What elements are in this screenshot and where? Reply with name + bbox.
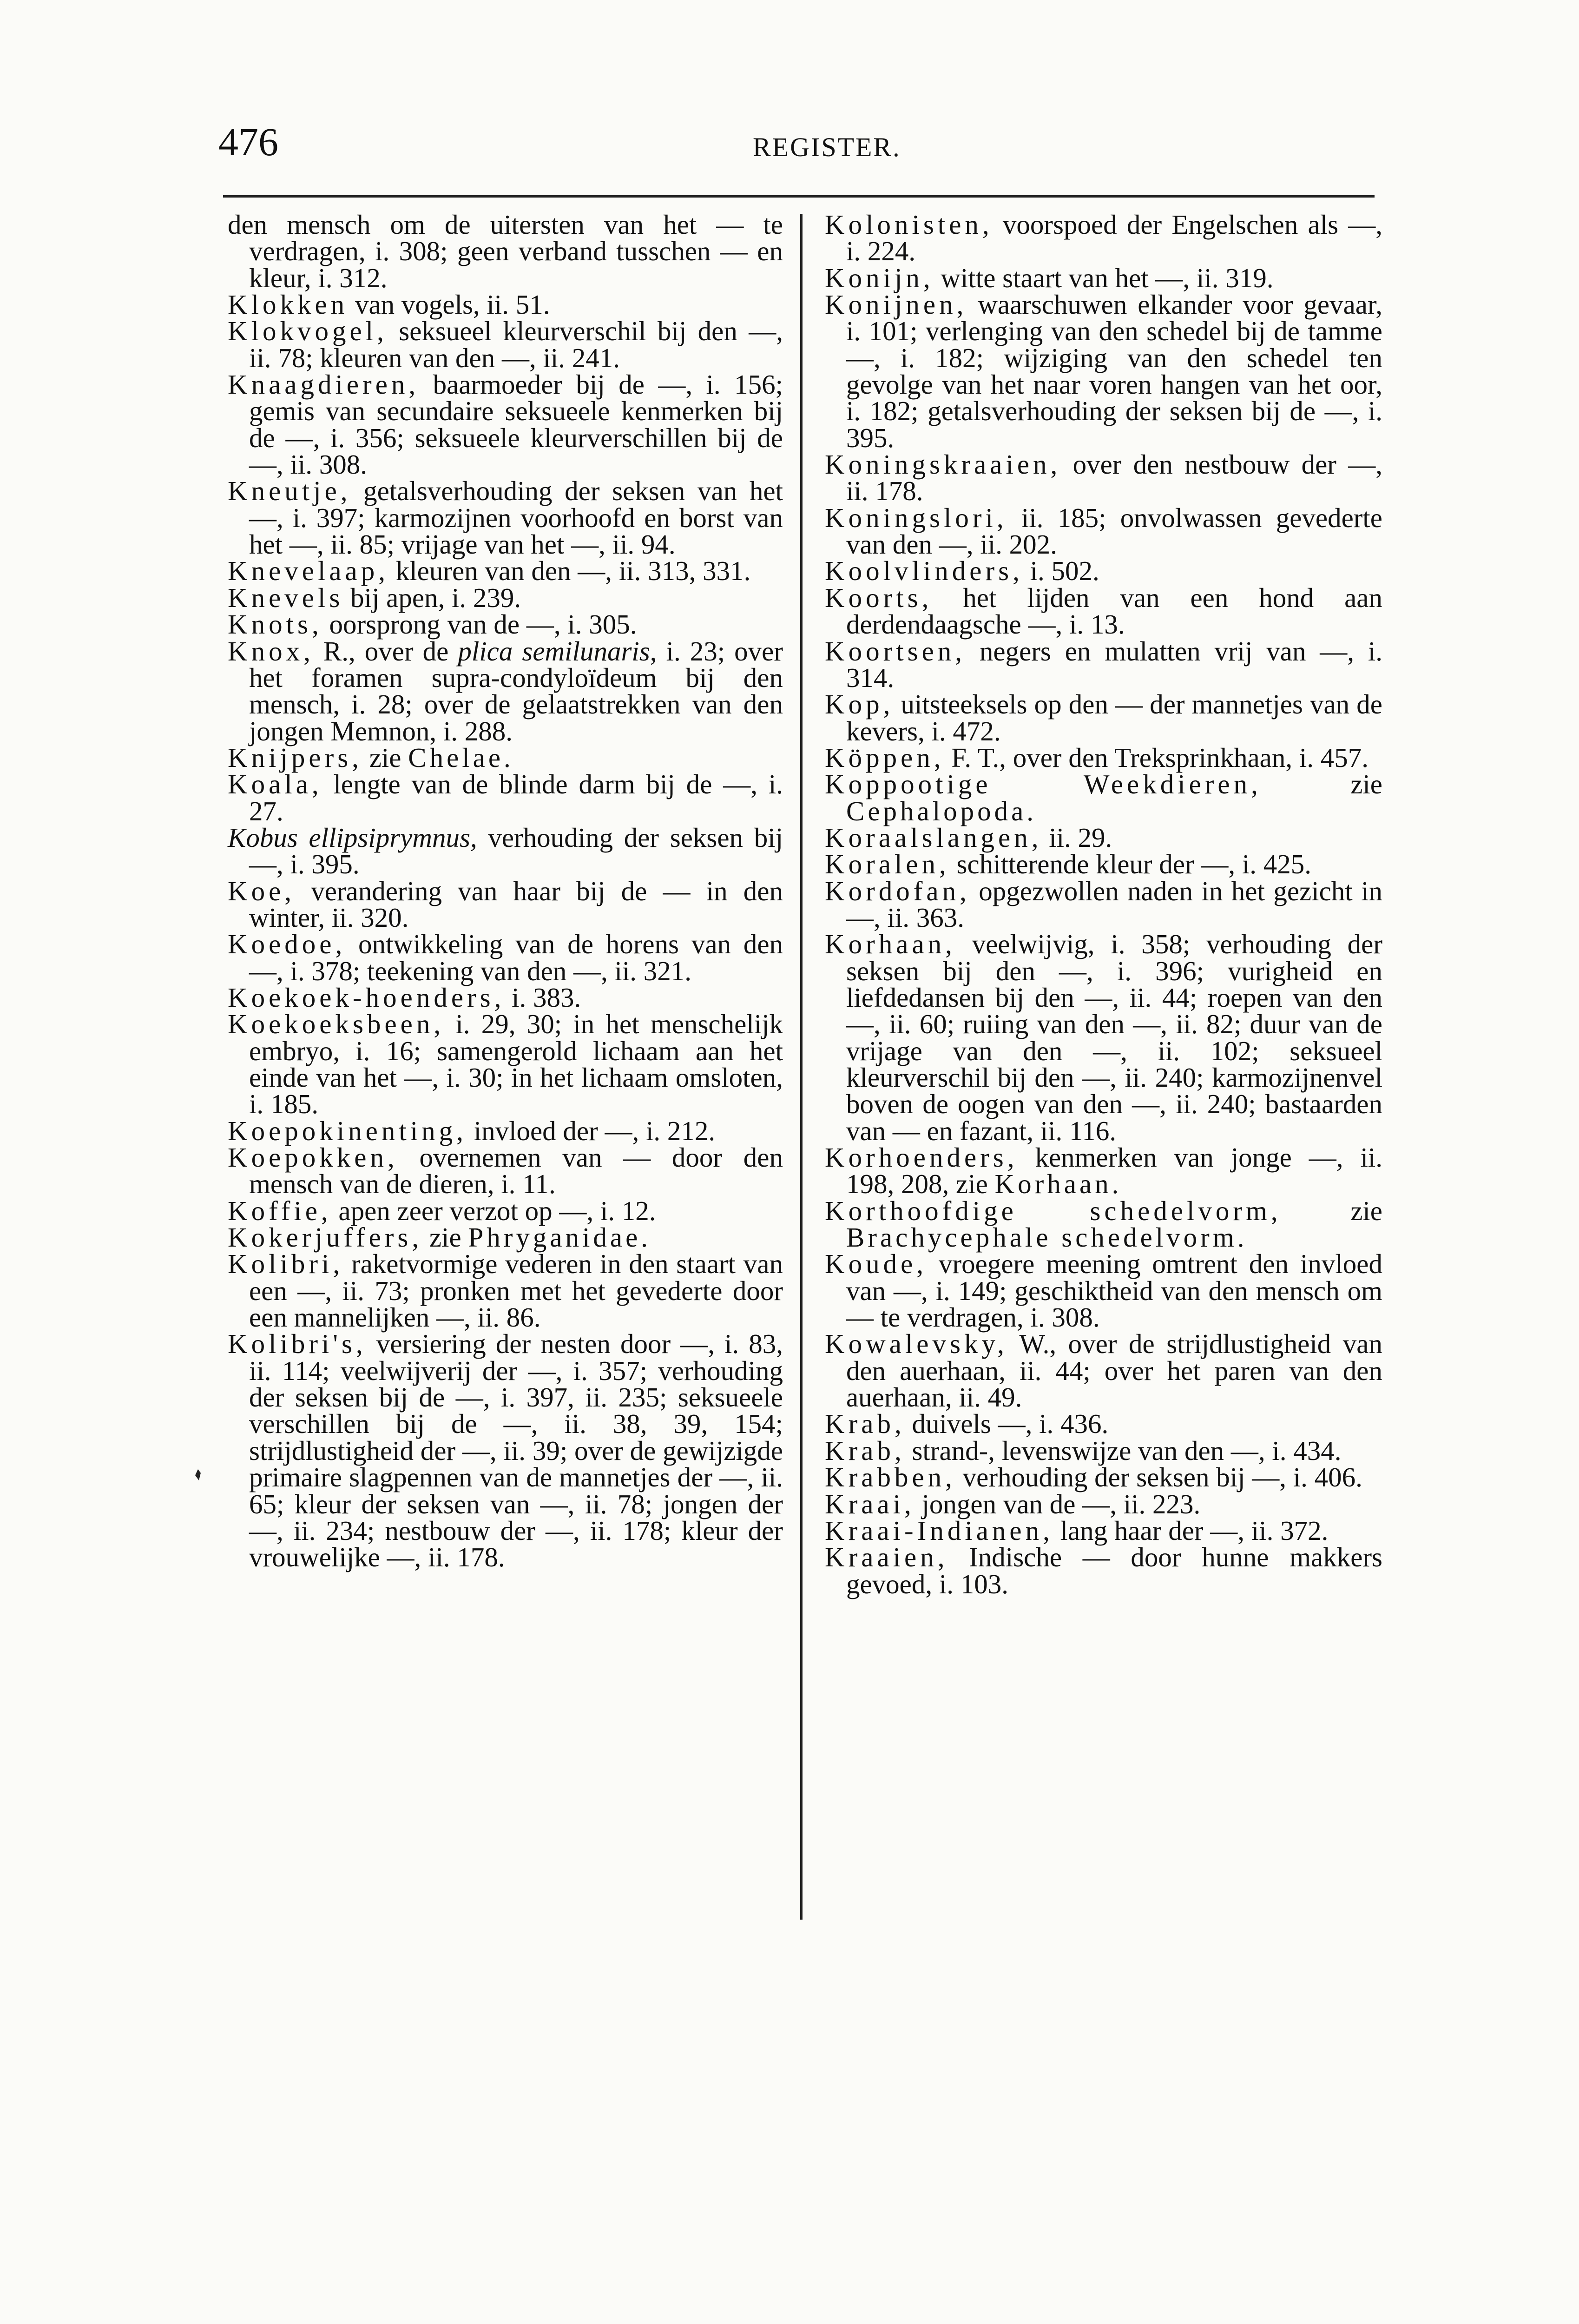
entry-text: bij apen, i. 239. <box>343 582 521 613</box>
entry-text: jongen van de —, ii. 223. <box>915 1488 1201 1519</box>
entry-heading: Kop, <box>825 689 894 720</box>
entry-heading: Krab, <box>825 1435 905 1466</box>
index-entry <box>825 555 1382 587</box>
entry-cross-reference: Brachycephale schedelvorm. <box>846 1222 1248 1253</box>
entry-text: vroegere meening omtrent den invloed van —, i. 149; geschiktheid van den mensch om — te verdragen, i. 308. <box>846 1248 1382 1333</box>
column-divider <box>800 214 803 1920</box>
entry-heading: Koralen, <box>825 849 950 880</box>
entry-text: zie <box>1261 769 1382 800</box>
index-entry <box>825 262 1382 293</box>
index-entry <box>825 1544 1382 1598</box>
entry-heading: Knevels <box>228 582 344 613</box>
entry-text: ii. 29. <box>1042 822 1112 853</box>
entry-cross-reference: Cephalopoda. <box>846 795 1037 826</box>
index-entry <box>825 771 1382 825</box>
entry-heading: Krabben, <box>825 1462 956 1493</box>
entry-heading: Knox, <box>228 635 314 667</box>
index-entry <box>228 1144 783 1198</box>
entry-text: duivels —, i. 436. <box>905 1408 1109 1439</box>
entry-text: ii. 185; onvolwassen gevederte van den —, ii. 202. <box>846 502 1382 560</box>
entry-text: verandering van haar bij de — in den winter, ii. 320. <box>249 875 783 933</box>
entry-heading: Koorts, <box>825 582 933 613</box>
index-entry <box>825 1464 1382 1491</box>
page-number: 476 <box>218 119 278 164</box>
index-entry <box>228 1115 783 1146</box>
entry-heading: Kolibri, <box>228 1248 344 1280</box>
index-entry <box>825 931 1382 1144</box>
entry-heading: Kraai, <box>825 1488 915 1519</box>
index-entry <box>228 1224 783 1251</box>
entry-heading: Koe, <box>228 875 296 906</box>
entry-heading: Koortsen, <box>825 635 966 667</box>
entry-heading: Kobus ellipsiprymnus, <box>228 822 477 853</box>
entry-text: overnemen van — door den mensch van de dieren, i. 11. <box>249 1142 783 1200</box>
entry-text: F. T., over den Treksprinkhaan, i. 457. <box>944 742 1369 773</box>
index-entry <box>825 582 1382 640</box>
entry-text: over den nestbouw der —, ii. 178. <box>846 449 1382 507</box>
index-entry <box>228 984 783 1011</box>
entry-heading: Korhoenders, <box>825 1142 1018 1173</box>
index-entry <box>228 635 783 746</box>
entry-text: kenmerken van jonge —, ii. 198, 208, zie <box>846 1142 1382 1200</box>
index-entry <box>228 742 783 773</box>
index-entry <box>228 555 783 587</box>
entry-cross-reference: Chelae. <box>408 742 514 773</box>
entry-text: het lijden van een hond aan derdendaagsche —, i. 13. <box>846 582 1382 640</box>
running-head: REGISTER. <box>753 132 901 162</box>
right-index-column <box>825 211 1382 1598</box>
entry-continuation: den mensch om de uitersten van het — te verdragen, i. 308; geen verband tusschen — en kleur, i. 312. <box>228 209 783 293</box>
entry-text: strand-, levenswijze van den —, i. 434. <box>905 1435 1342 1466</box>
entry-heading: Kowalevsky, <box>825 1328 1008 1360</box>
entry-heading: Köppen, <box>825 742 945 773</box>
entry-heading: Konijnen, <box>825 289 967 320</box>
index-entry <box>228 771 783 825</box>
entry-text: lengte van de blinde darm bij de —, i. 27. <box>249 769 783 826</box>
entry-heading: Kneutje, <box>228 475 351 507</box>
entry-text: seksueel kleurverschil bij den —, ii. 78; kleuren van den —, ii. 241. <box>249 316 783 373</box>
entry-text: apen zeer verzot op —, i. 12. <box>331 1195 656 1226</box>
entry-heading: Koppootige Weekdieren, <box>825 769 1262 800</box>
entry-cross-reference: Phryganidae. <box>468 1222 651 1253</box>
entry-text: van vogels, ii. 51. <box>348 289 550 320</box>
index-entry <box>228 1248 783 1333</box>
entry-heading: Kolonisten, <box>825 209 993 240</box>
index-entry <box>825 742 1382 773</box>
index-entry <box>825 1435 1382 1466</box>
index-entry <box>228 291 783 318</box>
entry-text: negers en mulatten vrij van —, i. 314. <box>846 635 1382 693</box>
entry-heading: Knots, <box>228 609 322 640</box>
entry-text: invloed der —, i. 212. <box>467 1115 716 1146</box>
entry-text: W., over de strijdlustigheid van den auerhaan, ii. 44; over het paren van den auerhaan, ii. 49. <box>846 1328 1382 1413</box>
entry-text: R., over de <box>314 635 458 667</box>
entry-text: zie <box>362 742 408 773</box>
index-entry <box>825 822 1382 853</box>
entry-text: oorsprong van de —, i. 305. <box>322 609 637 640</box>
entry-text: , i. 23; over het foramen supra-condyloïdeum bij den mensch, i. 28; over de gelaatstrekken van den jongen Memnon, i. 288. <box>249 635 783 746</box>
entry-text: kleuren van den —, ii. 313, 331. <box>389 555 751 587</box>
entry-text: voorspoed der Engelschen als —, i. 224. <box>846 209 1382 267</box>
index-entry <box>228 931 783 984</box>
entry-text: ontwikkeling van de horens van den —, i. 378; teekening van den —, ii. 321. <box>249 929 783 986</box>
index-entry <box>825 1195 1382 1253</box>
entry-heading: Koepokinenting, <box>228 1115 467 1146</box>
index-entry <box>825 502 1382 560</box>
entry-text: i. 502. <box>1023 555 1099 587</box>
entry-heading: Koepokken, <box>228 1142 398 1173</box>
entry-text: lang haar der —, ii. 372. <box>1053 1515 1329 1546</box>
entry-heading: Klokvogel, <box>228 316 388 347</box>
index-entry <box>228 1195 783 1226</box>
entry-heading: Koolvlinders, <box>825 555 1023 587</box>
index-entry <box>228 318 783 371</box>
entry-text: verhouding der seksen bij —, i. 395. <box>249 822 783 880</box>
index-entry <box>228 371 783 478</box>
entry-heading: Korhaan, <box>825 929 956 960</box>
entry-heading: Knijpers, <box>228 742 362 773</box>
index-entry <box>825 451 1382 505</box>
entry-heading: Kraaien, <box>825 1542 948 1573</box>
entry-heading: Koude, <box>825 1248 928 1280</box>
index-entry <box>228 822 783 880</box>
index-entry <box>825 851 1382 878</box>
entry-text: raketvormige vederen in den staart van een —, ii. 73; pronken met het gevederte door een mannelijken —, ii. 86. <box>249 1248 783 1333</box>
index-entry <box>228 611 783 638</box>
entry-heading: Knevelaap, <box>228 555 389 587</box>
left-index-column <box>228 211 783 1571</box>
entry-heading: Koekoek-hoenders, <box>228 982 505 1013</box>
index-entry <box>825 691 1382 745</box>
entry-heading: Koedoe, <box>228 929 346 960</box>
index-entry <box>228 875 783 933</box>
entry-text: verhouding der seksen bij —, i. 406. <box>955 1462 1362 1493</box>
entry-text: opgezwollen naden in het gezicht in —, ii. 363. <box>846 875 1382 933</box>
index-entry <box>825 1144 1382 1198</box>
entry-text: i. 383. <box>505 982 581 1013</box>
entry-heading: Kokerjuffers, <box>228 1222 423 1253</box>
index-entry <box>228 475 783 560</box>
index-entry <box>825 875 1382 933</box>
index-entry <box>228 211 783 291</box>
entry-heading: Koningslori, <box>825 502 1007 533</box>
index-entry <box>825 211 1382 265</box>
entry-heading: Konijn, <box>825 262 934 293</box>
entry-text: uitsteeksels op den — der mannetjes van de kevers, i. 472. <box>846 689 1382 746</box>
entry-text: versiering der nesten door —, i. 83, ii. 114; veelwijverij der —, i. 357; verhouding der seksen bij de —, i. 397, ii. 235; seksueele verschillen bij de —, ii. 38, 39, 154; strijdlustigheid der —, ii. 39; over de gewijzigde primaire slagpennen van de mannetjes der —, ii. 65; kleur der seksen van —, ii. 78; jongen der —, ii. 234; nestbouw der —, ii. 178; kleur der vrouwelijke —, ii. 178. <box>249 1328 783 1573</box>
entry-heading: Knaagdieren, <box>228 369 420 400</box>
entry-italic-text: plica semilunaris <box>458 635 650 667</box>
entry-heading: Klokken <box>228 289 349 320</box>
index-entry <box>825 1515 1382 1546</box>
index-entry <box>228 582 783 613</box>
entry-heading: Koekoeksbeen, <box>228 1009 445 1040</box>
page-header <box>0 0 1579 195</box>
entry-heading: Krab, <box>825 1408 905 1439</box>
entry-text: veelwijvig, i. 358; verhouding der seksen bij den —, i. 396; vurigheid en liefdedansen bij den —, ii. 44; roepen van den —, ii. 60; ruiing van den —, ii. 82; duur van de vrijage van den —, ii. 102; seksueel kleurverschil bij den —, ii. 240; karmozijnenvel boven de oogen van den —, ii. 240; bastaarden van — en fazant, ii. 116. <box>846 929 1382 1146</box>
index-entry <box>228 1009 783 1120</box>
entry-text: baarmoeder bij de —, i. 156; gemis van secundaire seksueele kenmerken bij de —, i. 356; seksueele kleurverschillen bij de —, ii. 308. <box>249 369 783 480</box>
index-entry <box>228 1328 783 1573</box>
entry-text: witte staart van het —, ii. 319. <box>934 262 1274 293</box>
entry-text: i. 29, 30; in het menschelijk embryo, i. 16; samengerold lichaam aan het einde van het —, i. 30; in het lichaam omsloten, i. 185. <box>249 1009 783 1120</box>
entry-text: waarschuwen elkander voor gevaar, i. 101; verlenging van den schedel bij de tamme —, i. 182; wijziging van den schedel ten gevolge van het naar voren hangen van het oor, i. 182; getalsverhouding der seksen bij de —, i. 395. <box>846 289 1382 453</box>
ink-mark-icon <box>194 1469 202 1480</box>
index-entry <box>825 1488 1382 1519</box>
index-entry <box>825 1408 1382 1439</box>
index-entry <box>825 1328 1382 1413</box>
index-entry <box>825 635 1382 693</box>
index-entry <box>825 291 1382 451</box>
entry-text: schitterende kleur der —, i. 425. <box>949 849 1312 880</box>
entry-heading: Koala, <box>228 769 322 800</box>
entry-heading: Koningskraaien, <box>825 449 1061 480</box>
index-entry <box>825 1248 1382 1333</box>
entry-heading: Kraai-Indianen, <box>825 1515 1053 1546</box>
entry-text: Indische — door hunne makkers gevoed, i. 103. <box>846 1542 1382 1599</box>
entry-heading: Koraalslangen, <box>825 822 1042 853</box>
entry-text: getalsverhouding der seksen van het —, i. 397; karmozijnen voorhoofd en borst van het —, ii. 85; vrijage van het —, ii. 94. <box>249 475 783 560</box>
entry-heading: Korthoofdige schedelvorm, <box>825 1195 1282 1226</box>
entry-text: zie <box>422 1222 468 1253</box>
entry-text: zie <box>1281 1195 1382 1226</box>
entry-heading: Kolibri's, <box>228 1328 367 1360</box>
entry-heading: Kordofan, <box>825 875 970 906</box>
header-rule <box>223 195 1375 198</box>
entry-heading: Koffie, <box>228 1195 332 1226</box>
entry-cross-reference: Korhaan. <box>994 1169 1122 1200</box>
